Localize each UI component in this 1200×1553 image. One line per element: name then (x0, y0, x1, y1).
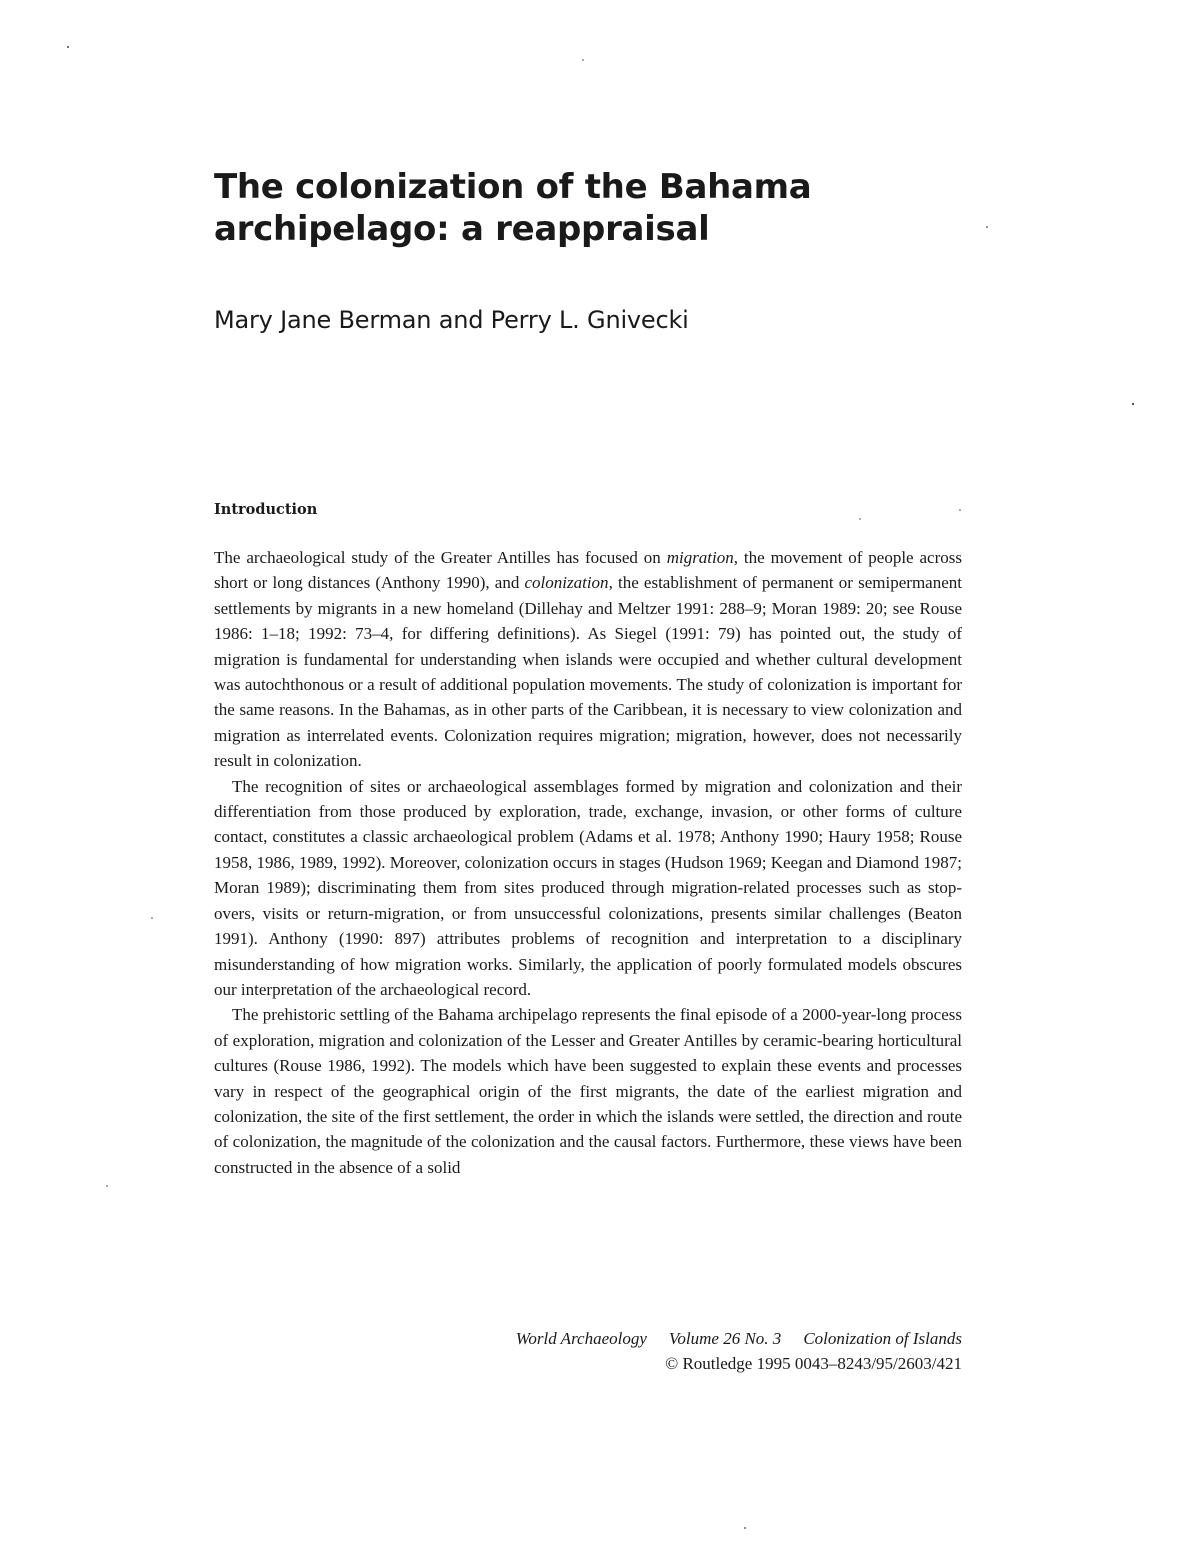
article-title-line-2: archipelago: a reappraisal (214, 209, 710, 249)
journal-name: World Archaeology (515, 1329, 647, 1348)
article-authors: Mary Jane Berman and Perry L. Gnivecki (214, 306, 689, 334)
term-colonization: colonization (524, 573, 609, 593)
journal-volume: Volume 26 No. 3 (668, 1329, 782, 1348)
p1-text-c: , the establishment of permanent or semipermanent settlements by migrants in a new homeland (Dillehay and Meltzer 1991: 288–9; Moran 1989: 20; see Rouse 1986: 1–18; 1992: 73–4, for differing definitions). As Siegel (1991: 79) has pointed out, the study of migration is fundamental for understanding when islands were occupied and whether cultural development was autochthonous or a result of additional population movements. The study of colonization is important for the same reasons. In the Bahamas, as in other parts of the Caribbean, it is necessary to view colonization and migration as interrelated events. Colonization requires migration; migration, however, does not necessarily result in colonization. (214, 573, 962, 771)
section-heading-introduction: Introduction (214, 501, 318, 518)
issue-title: Colonization of Islands (803, 1329, 962, 1348)
copyright-line: © Routledge 1995 0043–8243/95/2603/421 (665, 1354, 962, 1373)
term-migration: migration (666, 548, 734, 567)
p1-text-a: The archaeological study of the Greater Antilles has focused on (214, 548, 667, 567)
body-paragraph-3: The prehistoric settling of the Bahama archipelago represents the final episode of a 2000-year-long process of exploration, migration and colonization of the Lesser and Greater Antilles by ceramic-bearing horticultural cultures (Rouse 1986, 1992). The models which have been suggested to explain these events and processes vary in respect of the geographical origin of the first migrants, the date of the earliest migration and colonization, the site of the first settlement, the order in which the islands were settled, the direction and route of colonization, the magnitude of the colonization and the causal factors. Furthermore, these views have been constructed in the absence of a solid (214, 1005, 962, 1177)
p1-text-b: , the movement of people across short or long distances (Anthony 1990), and (214, 548, 962, 593)
article-title-line-1: The colonization of the Bahama (214, 167, 812, 207)
body-paragraph-2: The recognition of sites or archaeological assemblages formed by migration and colonization and their differentiation from those produced by exploration, trade, exchange, invasion, or other forms of culture contact, constitutes a classic archaeological problem (Adams et al. 1978; Anthony 1990; Haury 1958; Rouse 1958, 1986, 1989, 1992). Moreover, colonization occurs in stages (Hudson 1969; Keegan and Diamond 1987; Moran 1989); discriminating them from sites produced through migration-related processes such as stop-overs, visits or return-migration, or from unsuccessful colonizations, presents similar challenges (Beaton 1991). Anthony (1990: 897) attributes problems of recognition and interpretation to a disciplinary misunderstanding of how migration works. Similarly, the application of poorly formulated models obscures our interpretation of the archaeological record. (214, 776, 962, 999)
